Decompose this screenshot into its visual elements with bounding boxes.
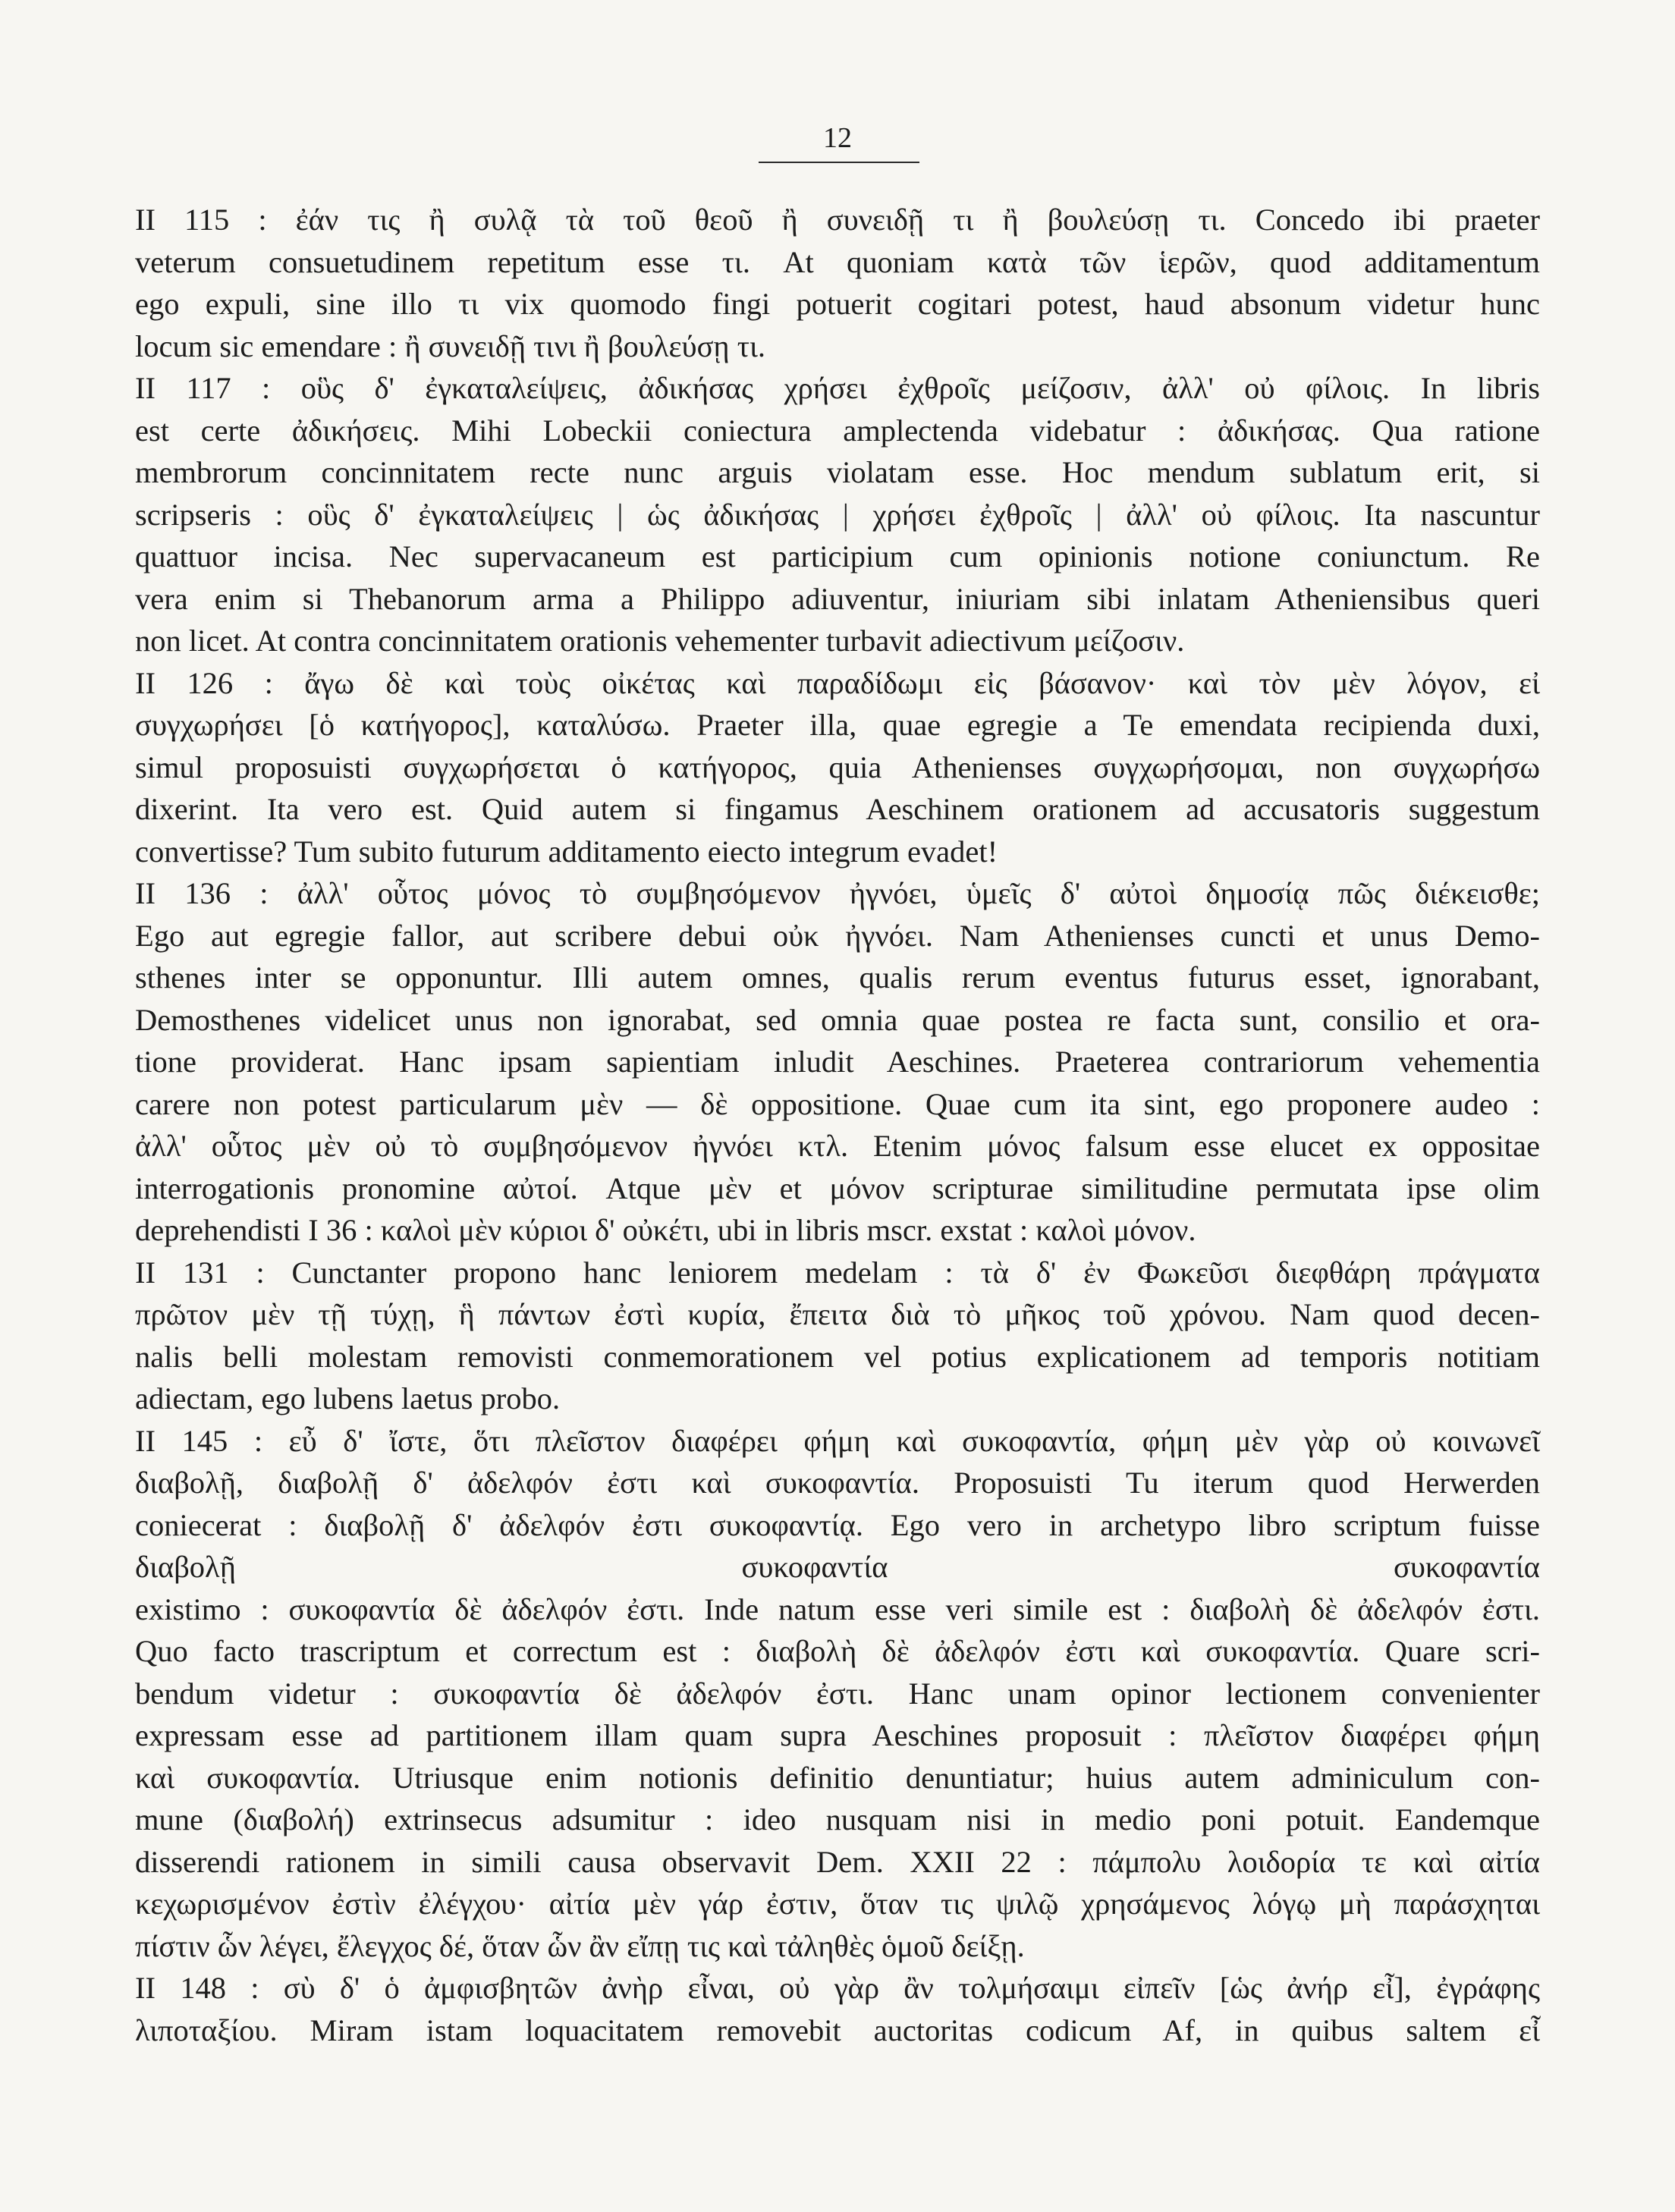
text-line: existimo : συκοφαντία δὲ ἀδελφόν ἐστι. Inde natum esse veri simile est : διαβολὴ δὲ ἀδελφόν ἐστι.: [135, 1591, 1540, 1626]
text-line: non licet. At contra concinnitatem orationis vehementer turbavit adiectivum μείζοσιν.: [135, 624, 1185, 658]
text-line: disserendi rationem in simili causa observavit Dem. XXII 22 : πάμπολυ λοιδορία τε καὶ αἰτία: [135, 1844, 1540, 1879]
text-line: carere non potest particularum μὲν — δὲ oppositione. Quae cum ita sint, ego proponere audeo :: [135, 1086, 1540, 1121]
header-rule: [759, 162, 919, 163]
text-line: πίστιν ὧν λέγει, ἔλεγχος δέ, ὅταν ὧν ἂν εἴπῃ τις καὶ τἀληθὲς ὁμοῦ δείξῃ.: [135, 1928, 1025, 1963]
text-line: διαβολῇ, διαβολῇ δ' ἀδελφόν ἐστι καὶ συκοφαντία. Proposuisti Tu iterum quod Herwerden: [135, 1466, 1540, 1500]
text-line: deprehendisti I 36 : καλοὶ μὲν κύριοι δ' οὐκέτι, ubi in libris mscr. exstat : καλοὶ μόνον.: [135, 1213, 1196, 1247]
text-line: membrorum concinnitatem recte nunc arguis violatam esse. Hoc mendum sublatum erit, si: [135, 455, 1540, 489]
text-line: II 131 : Cunctanter propono hanc leniorem medelam : τὰ δ' ἐν Φωκεῦσι διεφθάρη πράγματα: [135, 1255, 1540, 1290]
text-line: mune (διαβολή) extrinsecus adsumitur : ideo nusquam nisi in medio poni potuit. Eandemque: [135, 1802, 1540, 1837]
text-line: simul proposuisti συγχωρήσεται ὁ κατήγορος, quia Athenienses συγχωρήσομαι, non συγχωρήσω: [135, 749, 1540, 784]
text-line: nalis belli molestam removisti conmemorationem vel potius explicationem ad temporis notitiam: [135, 1339, 1540, 1374]
text-line: expressam esse ad partitionem illam quam supra Aeschines proposuit : πλεῖστον διαφέρει φήμη: [135, 1718, 1540, 1752]
text-line: coniecerat : διαβολῇ δ' ἀδελφόν ἐστι συκοφαντίᾳ. Ego vero in archetypo libro scriptum fuisse: [135, 1507, 1540, 1542]
text-line: ego expuli, sine illo τι vix quomodo fingi potuerit cogitari potest, haud absonum videtur hunc: [135, 287, 1540, 321]
text-line: veterum consuetudinem repetitum esse τι. At quoniam κατὰ τῶν ἱερῶν, quod additamentum: [135, 244, 1540, 279]
text-line: bendum videtur : συκοφαντία δὲ ἀδελφόν ἐστι. Hanc unam opinor lectionem convenienter: [135, 1676, 1540, 1711]
text-line: tione providerat. Hanc ipsam sapientiam inludit Aeschines. Praeterea contrariorum vehementia: [135, 1045, 1540, 1079]
text-line: II 136 : ἀλλ' οὗτος μόνος τὸ συμβησόμενον ἠγνόει, ὑμεῖς δ' αὐτοὶ δημοσίᾳ πῶς διέκεισθε;: [135, 876, 1540, 910]
text-line: sthenes inter se opponuntur. Illi autem omnes, qualis rerum eventus futurus esset, ignorabant,: [135, 960, 1540, 994]
text-line: II 117 : οὓς δ' ἐγκαταλείψεις, ἀδικήσας χρήσει ἐχθροῖς μείζοσιν, ἀλλ' οὐ φίλοις. In libris: [135, 371, 1540, 405]
body-text: [135, 199, 1540, 2051]
text-line: καὶ συκοφαντία. Utriusque enim notionis definitio denuntiatur; huius autem adminiculum con-: [135, 1760, 1540, 1795]
text-line: est certe ἀδικήσεις. Mihi Lobeckii coniectura amplectenda videbatur : ἀδικήσας. Qua ratione: [135, 413, 1540, 448]
text-line: II 148 : σὺ δ' ὁ ἀμφισβητῶν ἀνὴρ εἶναι, οὐ γὰρ ἂν τολμήσαιμι εἰπεῖν [ὡς ἀνήρ εἶ], ἐγράφης: [135, 1971, 1540, 2005]
text-line: ἀλλ' οὗτος μὲν οὐ τὸ συμβησόμενον ἠγνόει κτλ. Etenim μόνος falsum esse elucet ex oppositae: [135, 1129, 1540, 1163]
page-number: 12: [823, 122, 852, 154]
text-line: interrogationis pronomine αὐτοί. Atque μὲν et μόνον scripturae similitudine permutata ipse olim: [135, 1170, 1540, 1205]
text-line: convertisse? Tum subito futurum additamento eiecto integrum evadet!: [135, 834, 998, 869]
text-line: adiectam, ego lubens laetus probo.: [135, 1381, 561, 1415]
text-line: vera enim si Thebanorum arma a Philippo adiuventur, iniuriam sibi inlatam Atheniensibus queri: [135, 581, 1540, 616]
text-line: συγχωρήσει [ὁ κατήγορος], καταλύσω. Praeter illa, quae egregie a Te emendata recipienda duxi,: [135, 708, 1540, 742]
text-line: Demosthenes videlicet unus non ignorabat, sed omnia quae postea re facta sunt, consilio et ora-: [135, 1002, 1540, 1037]
text-line: quattuor incisa. Nec supervacaneum est participium cum opinionis notione coniunctum. Re: [135, 539, 1540, 573]
text-line: λιποταξίου. Miram istam loquacitatem removebit auctoritas codicum Af, in quibus saltem εἶ: [135, 2012, 1540, 2047]
text-line: II 126 : ἄγω δὲ καὶ τοὺς οἰκέτας καὶ παραδίδωμι εἰς βάσανον· καὶ τὸν μὲν λόγον, εἰ: [135, 665, 1540, 700]
text-line: κεχωρισμένον ἐστὶν ἐλέγχου· αἰτία μὲν γάρ ἐστιν, ὅταν τις ψιλῷ χρησάμενος λόγῳ μὴ παράσχηται: [135, 1887, 1540, 1921]
text-line: διαβολῇ συκοφαντία συκοφαντία: [135, 1550, 1540, 1584]
text-line: II 115 : ἐάν τις ἢ συλᾷ τὰ τοῦ θεοῦ ἢ συνειδῇ τι ἢ βουλεύσῃ τι. Concedo ibi praeter: [135, 203, 1540, 237]
text-line: dixerint. Ita vero est. Quid autem si fingamus Aeschinem orationem ad accusatoris suggestum: [135, 792, 1540, 826]
text-line: Quo facto trascriptum et correctum est : διαβολὴ δὲ ἀδελφόν ἐστι καὶ συκοφαντία. Quare scri-: [135, 1634, 1540, 1668]
text-line: πρῶτον μὲν τῇ τύχῃ, ἣ πάντων ἐστὶ κυρία, ἔπειτα διὰ τὸ μῆκος τοῦ χρόνου. Nam quod decen-: [135, 1297, 1540, 1331]
text-line: scripseris : οὓς δ' ἐγκαταλείψεις | ὡς ἀδικήσας | χρήσει ἐχθροῖς | ἀλλ' οὐ φίλοις. Ita nascuntur: [135, 497, 1540, 532]
text-line: II 145 : εὖ δ' ἴστε, ὅτι πλεῖστον διαφέρει φήμη καὶ συκοφαντία, φήμη μὲν γὰρ οὐ κοινωνεῖ: [135, 1423, 1540, 1458]
text-line: Ego aut egregie fallor, aut scribere debui οὐκ ἠγνόει. Nam Athenienses cuncti et unus Demo-: [135, 918, 1540, 953]
text-line: locum sic emendare : ἢ συνειδῇ τινι ἢ βουλεύσῃ τι.: [135, 328, 766, 363]
